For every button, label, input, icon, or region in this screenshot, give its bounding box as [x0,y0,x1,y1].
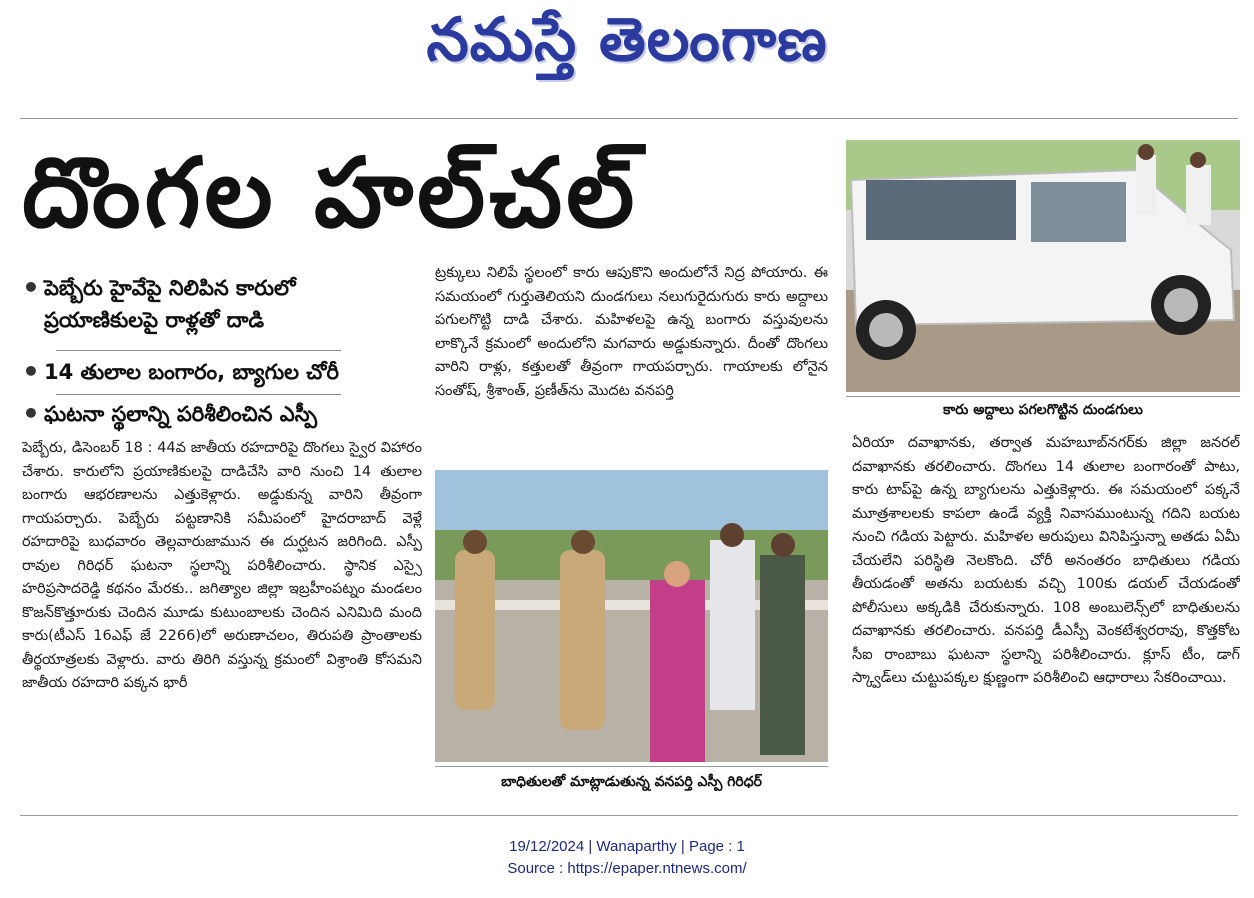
bullet-point-3 [22,398,422,430]
police-photo-caption: బాధితులతో మాట్లాడుతున్న వనపర్తి ఎస్పీ గిరిధర్ [501,774,762,790]
footer-date-edition: 19/12/2024 | Wanaparthy | Page : 1 [509,838,745,855]
bullet-icon: • [22,355,40,388]
car-photo-caption: కారు అద్దాలు పగలగొట్టిన దుండగులు [943,402,1143,418]
bullet-point-2 [22,356,422,388]
newspaper-masthead: నమస్తే తెలంగాణ [426,5,828,75]
caption-divider [846,396,1240,397]
article-column-1: పెబ్బేరు, డిసెంబర్ 18 : 44వ జాతీయ రహదారిపై దొంగలు స్వైర విహారం చేశారు. కారులోని ప్రయాణికులపై దాడిచేసి వారి నుంచి 14 తులాల బంగారు ఆభరణాలను ఎత్తుకెళ్లారు. అడ్డుకున్న వారిని తీవ్రంగా గాయపర్చారు. పెబ్బేరు పట్టణానికి సమీపంలో హైదరాబాద్ వెళ్లే రహదారిపై బుధవారం తెల్లవారుజామున ఈ దుర్ఘటన జరిగింది. ఎస్పీ రావుల గిరిధర్ ఘటనా స్థలాన్ని పరిశీలించారు. స్థానిక ఎస్సై హరిప్రసాదరెడ్డి కథనం మేరకు.. జగిత్యాల జిల్లా ఇబ్రహీంపట్నం మండలం కొజన్‌కొత్తూరుకు చెందిన మూడు కుటుంబాలకు చెందిన ఎనిమిది మంది కారు(టీఎస్ 16ఎఫ్ జే 2266)లో అరుణాచలం, తిరుపతి ప్రాంతాలకు తీర్థయాత్రలకు వెళ్లారు. వారు తిరిగి వస్తున్న క్రమంలో విశ్రాంతి కోసమని జాతీయ రహదారి పక్కన భారీ [22,440,422,691]
bullet-icon: • [22,397,40,430]
article-column-3: ఏరియా దవాఖానకు, తర్వాత మహబూబ్‌నగర్‌కు జిల్లా జనరల్ దవాఖానకు తరలించారు. దొంగలు 14 తులాల బంగారంతో పాటు, కారు టాప్‌పై ఉన్న బ్యాగులను ఎత్తుకెళ్లారు. ఈ సమయంలో పక్కనే మూత్రశాలలకు కాపలా ఉండే వ్యక్తి నివాసముంటున్న గదిని బయట నుంచి గడియ పెట్టారు. మహిళల అరుపులు వినిపిస్తున్నా అతడు ఏమీ చేయలేని పరిస్థితి నెలకొంది. చోరీ అనంతరం బాధితులు గడియ తీయడంతో అతను బయటకు వచ్చి 100కు డయల్ చేయడంతో పోలీసులు అక్కడికి చేరుకున్నారు. 108 అంబులెన్స్‌లో బాధితులను దవాఖానకు తరలించారు. వనపర్తి డీఎస్పీ వెంకటేశ్వరరావు, కొత్తకోట సీఐ రాంబాబు ఘటనా స్థలాన్ని పరిశీలించారు. క్లూస్ టీం, డాగ్ స్క్వాడ్‌లు చుట్టుపక్కల క్షుణ్ణంగా పరిశీలించి ఆధారాలు సేకరించాయి. [852,435,1240,686]
bullet-text: పెబ్బేరు హైవేపై నిలిపిన కారులో ప్రయాణికులపై రాళ్లతో దాడి [44,276,296,332]
police-photo-illustration [435,470,828,762]
bullet-point-1 [22,272,422,336]
car-photo [846,140,1240,392]
police-photo [435,470,828,762]
footer-divider [20,815,1238,816]
bullet-icon: • [22,271,40,304]
article-column-2: ట్రక్కులు నిలిపే స్థలంలో కారు ఆపుకొని అందులోనే నిద్ర పోయారు. ఈ సమయంలో గుర్తుతెలియని దుండగులు నలుగురైదుగురు కారు అద్దాలు పగులగొట్టి దాడి చేశారు. మహిళలపై ఉన్న బంగారు వస్తువులను లాక్కొనే క్రమంలో అందులోని మగవారు అడ్డుకున్నారు. దీంతో దొంగలు వారిని రాళ్లు, కత్తులతో తీవ్రంగా గాయపర్చారు. గాయాలకు లోనైన సంతోష్, శ్రీశాంత్, ప్రణీత్‌ను మొదట వనపర్తి [435,265,828,399]
bullet-divider [56,394,341,395]
article-headline: దొంగల హల్‌చల్ [22,137,639,249]
caption-divider [435,766,828,767]
car-photo-illustration [846,140,1240,392]
bullet-text: 14 తులాల బంగారం, బ్యాగుల చోరీ [44,360,339,384]
footer-source: Source : https://epaper.ntnews.com/ [507,860,747,877]
masthead-divider [20,118,1238,119]
bullet-divider [56,350,341,351]
bullet-text: ఘటనా స్థలాన్ని పరిశీలించిన ఎస్పీ [44,402,318,426]
